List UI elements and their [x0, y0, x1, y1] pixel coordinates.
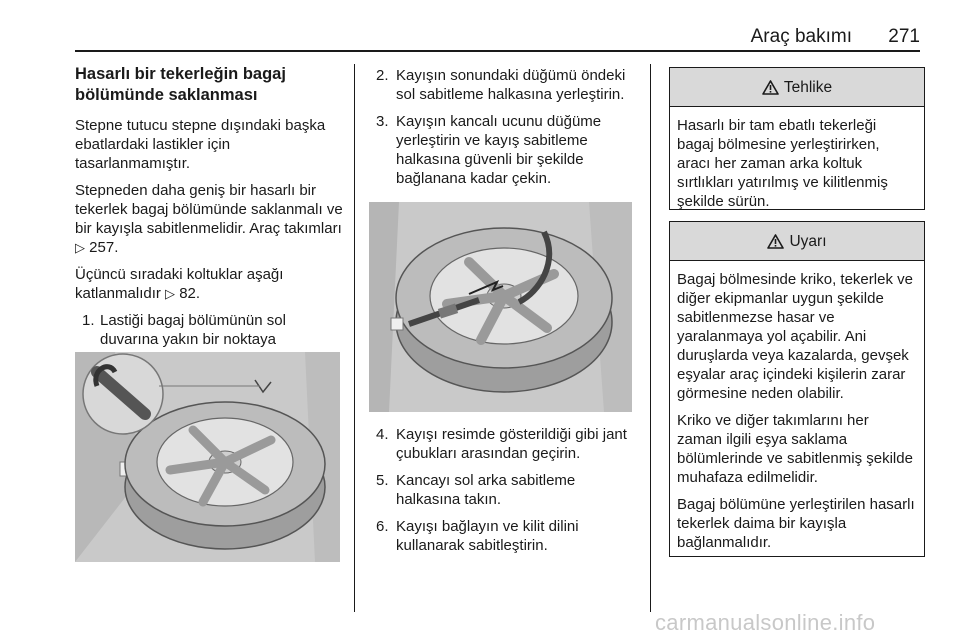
step-text: Kancayı sol arka sabitleme halkasına takın. — [396, 472, 576, 508]
caution-box — [669, 221, 925, 557]
step-text: Lastiği bagaj bölümünün sol duvarına yakın bir noktaya — [100, 312, 286, 348]
header-rule — [75, 50, 920, 52]
section-heading: Hasarlı bir tekerleğin bagaj bölümünde saklanması — [75, 65, 286, 104]
paragraph: Hasarlı bir tam ebatlı tekerleği bagaj bölmesine yerleştirirken, aracı her zaman arka koltuk sırtlıkları yatırılmış ve kilitlenmiş şekilde sürün. — [677, 117, 888, 210]
caution-box-title: Uyarı — [789, 232, 827, 250]
step-number: 6. — [376, 518, 389, 535]
warning-triangle-icon — [767, 234, 784, 249]
page-number: 271 — [888, 26, 920, 47]
cross-reference-page[interactable]: 257. — [85, 239, 119, 256]
warning-triangle-icon — [762, 80, 779, 95]
column-divider — [650, 64, 651, 612]
column-middle-continued — [372, 425, 636, 563]
steps-list — [372, 66, 636, 188]
danger-box — [669, 67, 925, 210]
paragraph-text: Üçüncü sıradaki koltuklar aşağı katlanmalıdır — [75, 266, 284, 302]
paragraph — [75, 181, 343, 257]
cross-reference-icon[interactable]: ▷ — [75, 240, 85, 255]
paragraph — [75, 265, 343, 303]
steps-list — [372, 425, 636, 555]
step-number: 2. — [376, 67, 389, 84]
paragraph: Bagaj bölümüne yerleştirilen hasarlı tekerlek daima bir kayışla bağlanmalıdır. — [677, 496, 915, 551]
step-text: Kayışı resimde gösterildiği gibi jant çubukları arasından geçirin. — [396, 426, 627, 462]
list-item — [372, 66, 636, 104]
list-item — [372, 471, 636, 509]
paragraph: Stepne tutucu stepne dışındaki başka ebatlardaki lastikler için tasarlanmamıştır. — [75, 117, 326, 172]
danger-box-header — [670, 68, 924, 107]
illustration-strap-attachment — [369, 202, 632, 412]
column-divider — [354, 64, 355, 612]
column-left — [75, 64, 343, 376]
list-item — [372, 517, 636, 555]
paragraph-text: Stepneden daha geniş bir hasarlı bir tekerlek bagaj bölümünde saklanmalı ve bir kayışla sabitlenmelidir. Araç takımları — [75, 182, 343, 237]
list-item — [372, 112, 636, 188]
watermark: carmanualsonline.info — [655, 610, 876, 635]
caution-box-header — [670, 222, 924, 261]
illustration-wheel-placement — [75, 352, 340, 562]
step-text: Kayışın kancalı ucunu düğüme yerleştirin ve kayış sabitleme halkasına güvenli bir şekilde bağlanana kadar çekin. — [396, 113, 602, 187]
cross-reference-page[interactable]: 82. — [175, 285, 201, 302]
page-header — [75, 22, 920, 48]
column-middle — [372, 66, 636, 196]
step-number: 4. — [376, 426, 389, 443]
danger-box-body — [670, 107, 924, 225]
step-text: Kayışı bağlayın ve kilit dilini kullanarak sabitleştirin. — [396, 518, 579, 554]
danger-box-title: Tehlike — [783, 78, 833, 96]
list-item — [372, 425, 636, 463]
section-title: Araç bakımı — [750, 26, 852, 47]
step-number: 5. — [376, 472, 389, 489]
strap-fastening-illustration — [369, 202, 632, 412]
cross-reference-icon[interactable]: ▷ — [165, 286, 176, 301]
wheel-in-trunk-illustration — [75, 352, 340, 562]
step-text: Kayışın sonundaki düğümü öndeki sol sabitleme halkasına yerleştirin. — [396, 67, 626, 103]
step-number: 3. — [376, 113, 389, 130]
paragraph: Kriko ve diğer takımlarını her zaman ilgili eşya saklama bölümlerinde ve sabitlenmiş şekilde muhafaza edilmelidir. — [677, 412, 913, 486]
step-number: 1. — [82, 312, 95, 329]
paragraph: Bagaj bölmesinde kriko, tekerlek ve diğer ekipmanlar uygun şekilde sabitlenmezse hasar ve yaralanmaya yol açabilir. Ani duruşlarda veya kazalarda, gevşek eşyalar araç içindeki kişilerin zarar görmesine neden olabilir. — [677, 271, 913, 402]
caution-box-body — [670, 261, 924, 566]
